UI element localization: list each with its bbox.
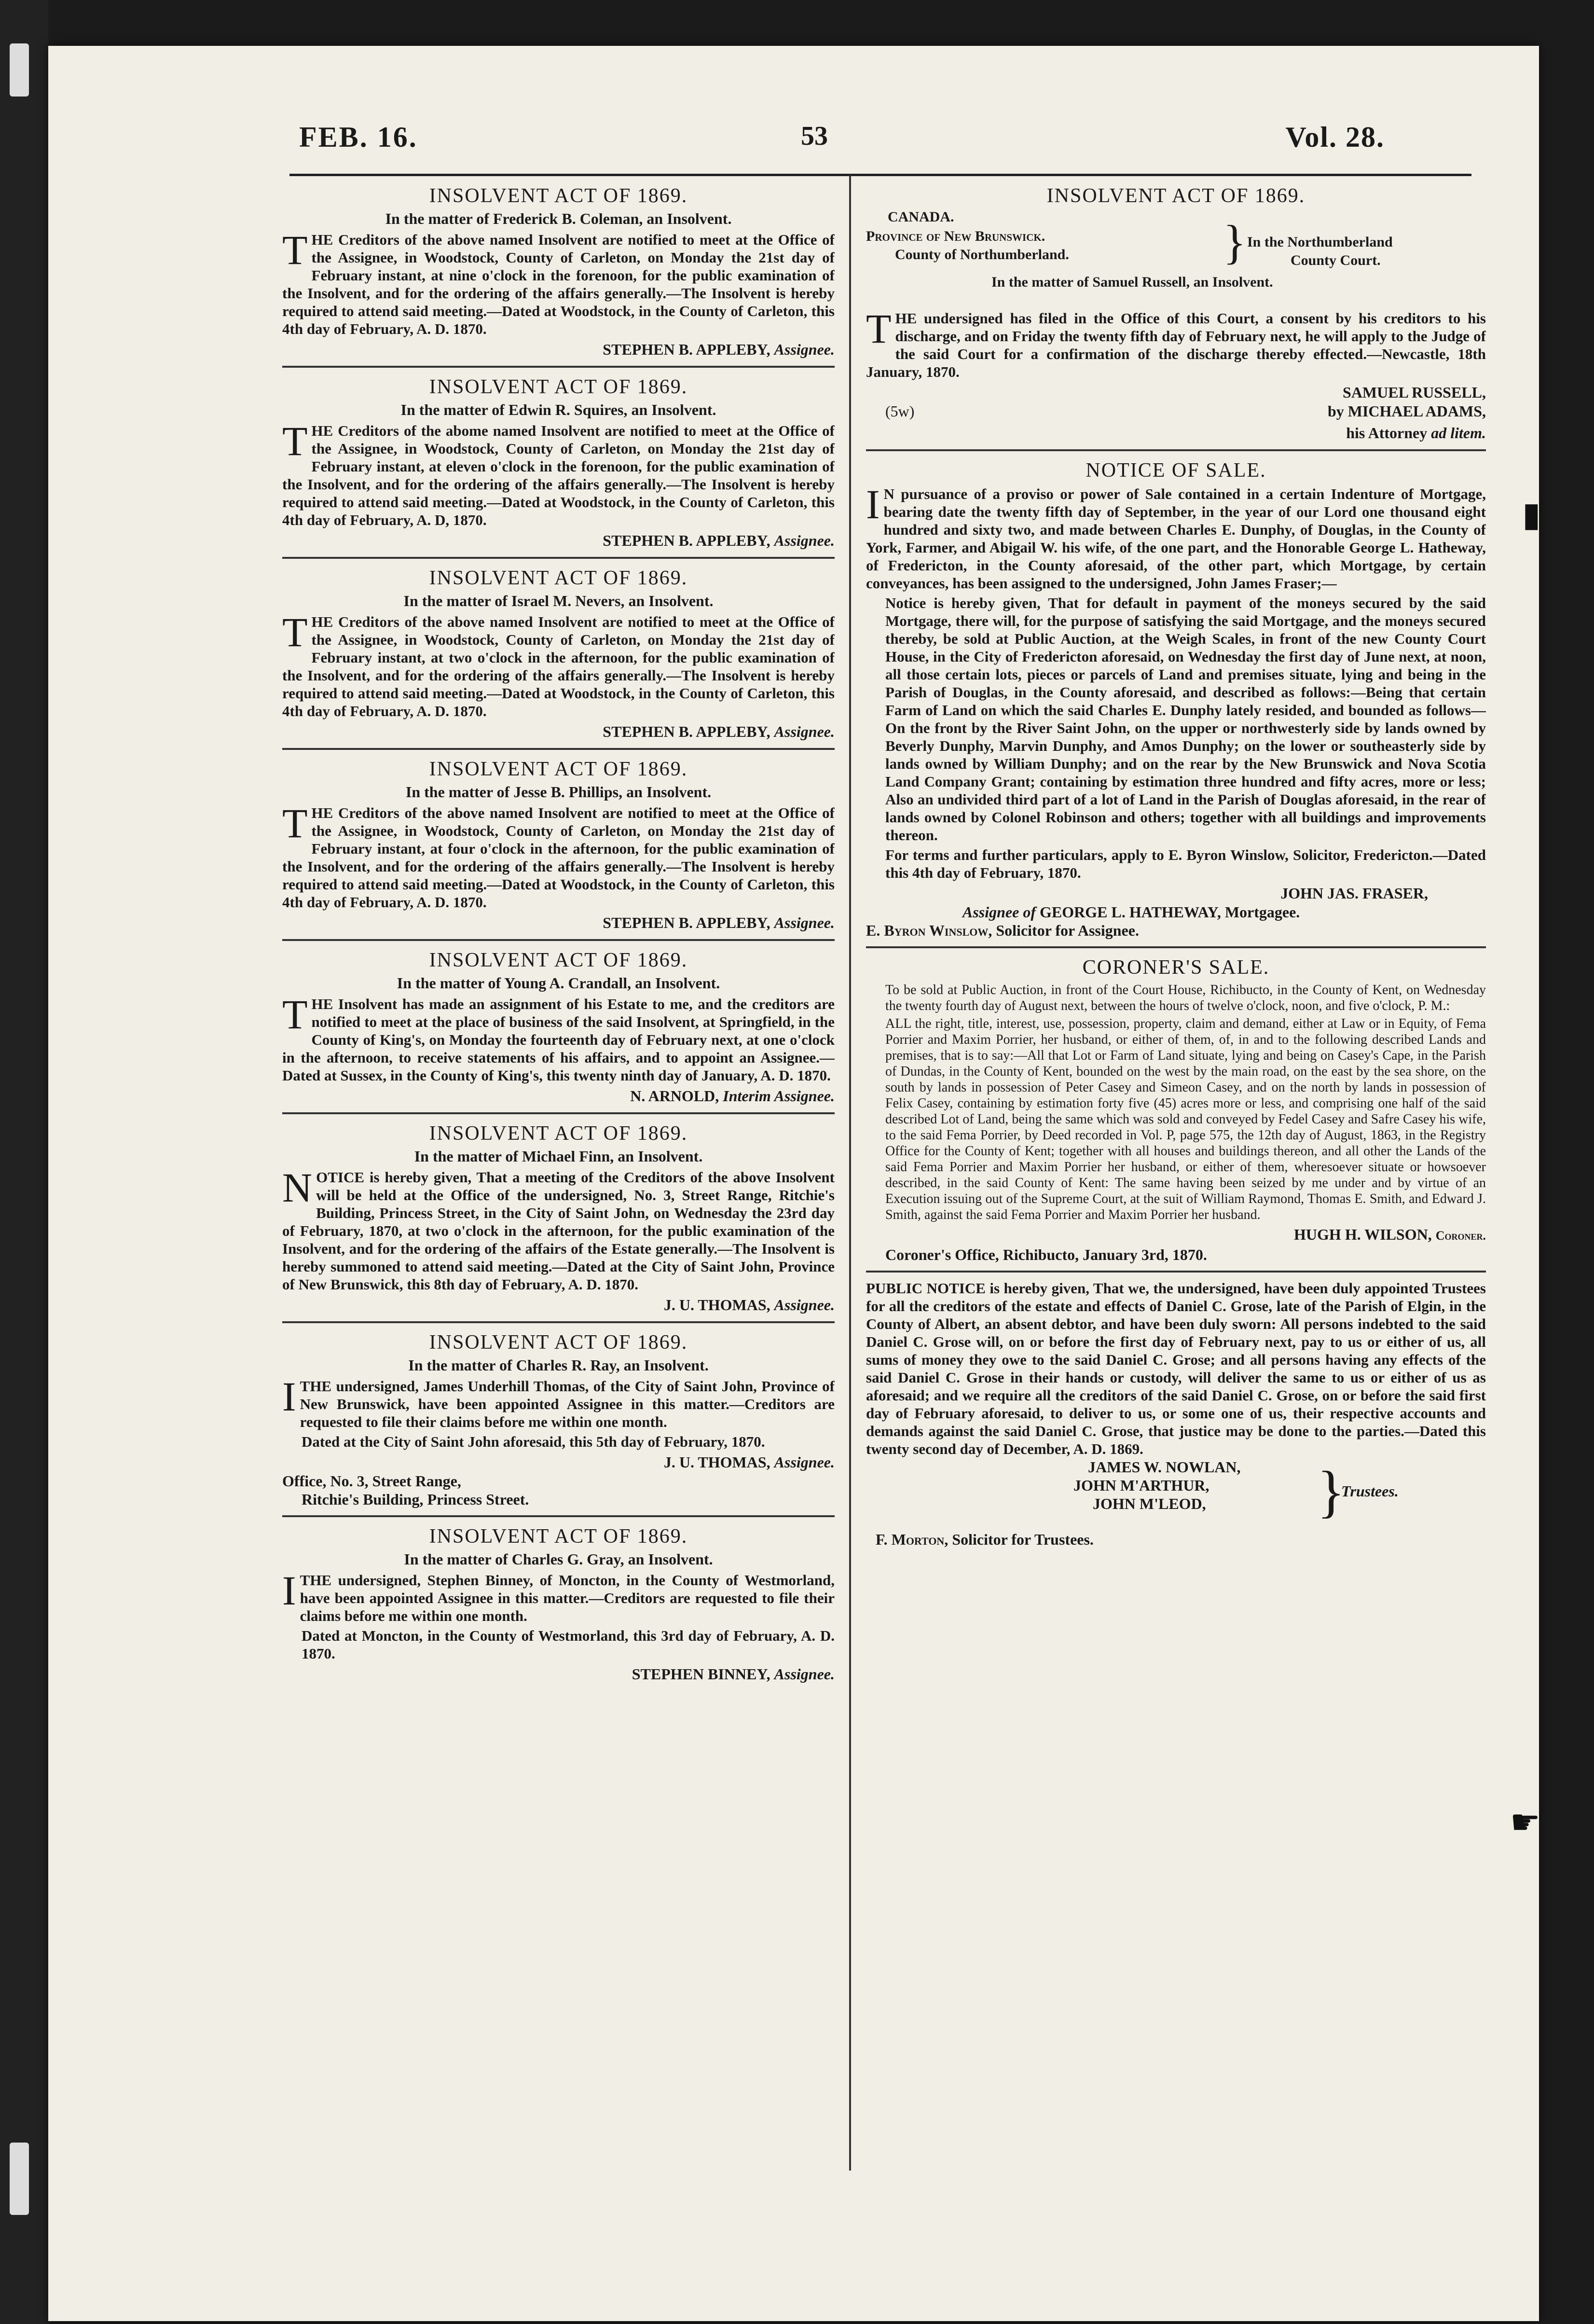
header-date: FEB. 16.: [299, 121, 418, 153]
notice-matter: In the matter of Charles G. Gray, an Insolvent.: [404, 1550, 713, 1568]
notice-body: [282, 1373, 835, 1431]
signer-name: HUGH H. WILSON,: [1294, 1226, 1432, 1243]
notice-crandall: [282, 948, 835, 1114]
trustee-2: JOHN M'ARTHUR,: [1073, 1477, 1209, 1494]
trustees-label: Trustees.: [1341, 1482, 1399, 1500]
signer-role: Assignee.: [774, 914, 835, 931]
notice-heading: INSOLVENT ACT OF 1869.: [429, 376, 688, 398]
notice-heading: INSOLVENT ACT OF 1869.: [429, 567, 688, 589]
attorney-title: [866, 423, 1486, 443]
header-volume: Vol. 28.: [1285, 121, 1385, 153]
signer-name: STEPHEN B. APPLEBY,: [603, 341, 770, 358]
right-column: [866, 183, 1486, 2172]
scan-tab-top: [10, 43, 29, 97]
signer-role: Assignee.: [774, 1296, 835, 1314]
drop-cap: I: [866, 481, 880, 527]
notice-ray: [282, 1330, 835, 1517]
notice-body-text: HE Creditors of the above named Insolvent are notified to meet at the Office of the Assignee, in Woodstock, County of Carleton, on Monday the 21st day of February instant, at four o'clock in the afternoon, for the public examination of the Insolvent, and for the ordering of the affairs generally.—The Insolvent is hereby required to attend said meeting.—Dated at Woodstock, in the County of Carleton, this 4th day of February, A. D. 1870.: [282, 804, 835, 911]
notice-signer: [282, 1452, 835, 1472]
notice-heading: CORONER'S SALE.: [1082, 956, 1270, 979]
notice-signer: [282, 722, 835, 741]
coroner-office: Coroner's Office, Richibucto, January 3rd, 1870.: [885, 1246, 1207, 1263]
notice-body: [282, 227, 835, 338]
signer-name: STEPHEN BINNEY,: [632, 1665, 770, 1683]
header-rule: [289, 174, 1471, 176]
trustee-1: JAMES W. NOWLAN,: [1088, 1458, 1241, 1476]
drop-cap: T: [282, 609, 308, 655]
coroner-body: ALL the right, title, interest, use, possession, property, claim and demand, either at Law or in Equity, of Fema Porrier and Maxim Porrier, her husband, or either of them, of, in and to the following described Lands and premises, that is to say:—All that Lot or Farm of Land situate, lying and being on Casey's Cape, in the Parish of Dundas, in the County of Kent, bounded on the west by the main road, on the east by the sea shore, on the south by lands in possession of Peter Casey and Simeon Casey, and on the north by lands in possession of Felix Casey, containing by estimation forty five (45) acres more or less, and comprising one half of the said described Lot of Land, being the same which was sold and conveyed by Fedel Casey and Safre Casey his wife, to the said Fema Porrier, by Deed recorded in Vol. P, page 575, the 12th day of August, 1863, in the Registry Office for the County of Kent; together with all houses and buildings thereon, and all other the Lands of the said Fema Porrier and Maxim Porrier her husband, or either of them, wheresoever situate or howsoever described, in the said County of Kent: The same having been seized by me under and by virtue of an Execution issuing out of the Supreme Court, at the suit of William Raymond, Thomas E. Smith, and Edward J. Smith, against the said Fema Porrier and Maxim Porrier her husband.: [885, 1016, 1486, 1222]
gazette-page: [48, 46, 1539, 2321]
notice-squires: [282, 374, 835, 559]
notice-body-text: HE undersigned has filed in the Office of this Court, a consent by his creditors to his discharge, and on Friday the twenty fifth day of February next, he will apply to the Judge of the said Court for a confirmation of the discharge thereby effected.—Newcastle, 18th January, 1870.: [866, 310, 1486, 380]
drop-cap: T: [282, 418, 308, 464]
solicitor-rest: Solicitor for Assignee.: [996, 922, 1139, 939]
notice-signer: JOHN JAS. FRASER,: [1280, 885, 1428, 902]
attorney-label: his Attorney: [1346, 424, 1428, 442]
coroner-intro: To be sold at Public Auction, in front of the Court House, Richibucto, in the County of Kent, on Wednesday the twenty fourth day of August next, between the hours of twelve o'clock, noon, and five o'clock, P. M.:: [885, 982, 1486, 1013]
scan-margin: [0, 0, 48, 2324]
notice-heading: INSOLVENT ACT OF 1869.: [429, 1331, 688, 1354]
notice-matter: In the matter of Charles R. Ray, an Insolvent.: [408, 1356, 709, 1374]
signer-role: Assignee.: [774, 532, 835, 549]
notice-body: [282, 1164, 835, 1293]
signer-role: Assignee.: [774, 723, 835, 740]
notice-body-text: THE undersigned, James Underhill Thomas, of the City of Saint John, Province of New Brunswick, have been appointed Assignee in this matter.—Creditors are requested to file their claims before me within one month.: [300, 1378, 835, 1430]
assignee-line: [866, 903, 1486, 921]
notice-body-3: For terms and further particulars, apply to E. Byron Winslow, Solicitor, Fredericton.—Dated this 4th day of February, 1870.: [885, 846, 1486, 881]
notice-body: [282, 609, 835, 720]
notice-heading: INSOLVENT ACT OF 1869.: [429, 185, 688, 207]
signer-role: Interim Assignee.: [723, 1087, 835, 1105]
drop-cap: T: [282, 227, 308, 273]
public-notice-body: PUBLIC NOTICE is hereby given, That we, the undersigned, have been duly appointed Trustees for all the creditors of the estate and effects of Daniel C. Grose, late of the Parish of Elgin, in the County of Albert, an absent debtor, and have been duly sworn: All persons indebted to the said Daniel C. Grose will, on or before the first day of February next, pay to us or either of us, all sums of money they owe to the said Daniel C. Grose; and all persons having any effects of the said Daniel C. Grose in their hands or custody, will deliver the same to us or either of us as aforesaid; and we require all the creditors of the said Daniel C. Grose, on or before the said first day of February aforesaid, to deliver to us, or some one of us, their respective accounts and demands against the said Daniel C. Grose, that justice may be done to the parties.—Dated this twenty second day of December, A. D. 1869.: [866, 1280, 1486, 1457]
notice-coleman: [282, 183, 835, 368]
drop-cap: I: [282, 1373, 296, 1420]
column-divider: [849, 175, 851, 2171]
solicitor-line: [866, 921, 1486, 940]
notice-matter: In the matter of Young A. Crandall, an Insolvent.: [397, 974, 720, 992]
solicitor-name: F. Morton,: [876, 1531, 948, 1548]
notice-gray: [282, 1524, 835, 1690]
insertion-code: (5w): [885, 402, 915, 420]
assignee-name: GEORGE L. HATHEWAY, Mortgagee.: [1040, 903, 1300, 921]
page-header: [48, 121, 1539, 174]
signer-role: Assignee.: [774, 1665, 835, 1683]
county-label: County of Northumberland.: [895, 247, 1069, 263]
notice-body-2: Notice is hereby given, That for default in payment of the moneys secured by the said Mortgage, there will, for the purpose of satisfying the said Mortgage, and the moneys secured thereby, be sold at Public Auction, at the Weigh Scales, in front of the new County Court House, in the City of Fredericton aforesaid, on Wednesday the first day of June next, at noon, all those certain lots, pieces or parcels of Land and premises situate, lying and being in the Parish of Douglas, in the County aforesaid, and described as follows:—Being that certain Farm of Land on which the said Charles E. Dunphy lately resided, and bounded as follows—On the front by the River Saint John, on the upper or northwesterly side by lands owned by Beverly Dunphy, Marvin Dunphy, and Amos Dunphy; on the lower or southeasterly side by lands owned by William Dunphy; and on the rear by the New Brunswick and Nova Scotia Land Company Grant; containing by estimation three hundred and fifty acres, more or less; Also an undivided third part of a lot of Land in the Parish of Douglas aforesaid, in the rear of lands owned by Colonel Robinson and others; together with all buildings and improvements thereon.: [885, 595, 1486, 844]
signer-role: Coroner.: [1435, 1229, 1486, 1243]
notice-signer: [282, 1295, 835, 1314]
notice-heading: NOTICE OF SALE.: [1086, 459, 1266, 482]
notice-body: [282, 418, 835, 529]
drop-cap: I: [282, 1567, 296, 1614]
notice-matter: In the matter of Israel M. Nevers, an Insolvent.: [403, 592, 714, 609]
office-line-2: Ritchie's Building, Princess Street.: [302, 1491, 529, 1508]
signer-name: N. ARNOLD,: [630, 1087, 719, 1105]
canada-label: CANADA.: [888, 209, 954, 225]
notice-body-text: N pursuance of a proviso or power of Sale contained in a certain Indenture of Mortgage, bearing date the twenty fifth day of September, in the year of our Lord one thousand eight hundred and sixty two, and made between Charles E. Dunphy, of Douglas, in the County of York, Farmer, and Abigail W. his wife, of the one part, and the Honorable George L. Hatheway, of Fredericton, in the County aforesaid, of the other part, which Mortgage, by certain conveyances, has been assigned to the undersigned, John James Fraser;—: [866, 485, 1486, 592]
notice-finn: [282, 1121, 835, 1323]
notice-heading: INSOLVENT ACT OF 1869.: [429, 758, 688, 780]
notice-dated: Dated at the City of Saint John aforesaid, this 5th day of February, 1870.: [302, 1433, 765, 1450]
signer-name: STEPHEN B. APPLEBY,: [603, 723, 770, 740]
notice-russell: [866, 183, 1486, 451]
signer-name: STEPHEN B. APPLEBY,: [603, 914, 770, 931]
attorney-by: by MICHAEL ADAMS,: [1327, 402, 1486, 420]
notice-coroner-sale: [866, 955, 1486, 1273]
court-line-1: In the Northumberland: [1247, 234, 1393, 250]
brace-icon: }: [1223, 215, 1246, 269]
notice-signer: SAMUEL RUSSELL,: [1343, 384, 1486, 401]
signer-role: Assignee.: [774, 341, 835, 358]
notice-heading: INSOLVENT ACT OF 1869.: [429, 949, 688, 971]
notice-body-text: HE Creditors of the above named Insolvent are notified to meet at the Office of the Assignee, in Woodstock, County of Carleton, on Monday the 21st day of February instant, at two o'clock in the afternoon, for the public examination of the Insolvent, and for the ordering of the affairs generally.—The Insolvent is hereby required to attend said meeting.—Dated at Woodstock, in the County of Carleton, this 4th day of February, A. D. 1870.: [282, 613, 835, 719]
scan-tab-bottom: [10, 2143, 29, 2215]
notice-matter: In the matter of Samuel Russell, an Insolvent.: [991, 274, 1273, 290]
notice-dated: Dated at Moncton, in the County of Westmorland, this 3rd day of February, A. D. 1870.: [302, 1627, 835, 1662]
attorney-line: [866, 402, 1486, 421]
notice-body-text: HE Creditors of the above named Insolvent are notified to meet at the Office of the Assignee, in Woodstock, County of Carleton, on Monday the 21st day of February instant, at nine o'clock in the forenoon, for the public examination of the Insolvent, and for the ordering of the affairs generally.—The Insolvent is hereby required to attend said meeting.—Dated at Woodstock, in the County of Carleton, this 4th day of February, A. D. 1870.: [282, 231, 835, 337]
notice-phillips: [282, 757, 835, 941]
notice-signer: [282, 340, 835, 359]
notice-signer: [282, 913, 835, 932]
solicitor-rest: Solicitor for Trustees.: [952, 1531, 1094, 1548]
notice-body: [866, 481, 1486, 592]
province-label: Province of New Brunswick.: [866, 228, 1045, 244]
notice-nevers: [282, 566, 835, 750]
court-line-2: County Court.: [1291, 252, 1381, 268]
office-line-1: Office, No. 3, Street Range,: [282, 1472, 461, 1490]
notice-matter: In the matter of Michael Finn, an Insolvent.: [414, 1148, 703, 1165]
notice-body-text: OTICE is hereby given, That a meeting of the Creditors of the above Insolvent will be held at the Office of the undersigned, No. 3, Street Range, Ritchie's Building, Princess Street, in the City of Saint John, on Wednesday the 23rd day of February, 1870, at two o'clock in the afternoon, for the public examination of the Insolvent, and for the ordering of the affairs of the Estate generally.—The Insolvent is hereby summoned to attend said meeting.—Dated at the City of Saint John, Province of New Brunswick, this 8th day of February, A. D. 1870.: [282, 1169, 835, 1293]
assignee-prefix: Assignee of: [962, 903, 1036, 921]
notice-body: [282, 800, 835, 911]
drop-cap: N: [282, 1164, 313, 1211]
notice-body: [282, 991, 835, 1084]
brace-icon: }: [1317, 1459, 1345, 1523]
notice-signer: [282, 1664, 835, 1684]
notice-matter: In the matter of Frederick B. Coleman, an Insolvent.: [385, 210, 732, 227]
notice-heading: INSOLVENT ACT OF 1869.: [1046, 185, 1305, 207]
signer-name: STEPHEN B. APPLEBY,: [603, 532, 770, 549]
drop-cap: T: [866, 305, 892, 352]
page-number: 53: [801, 121, 828, 151]
drop-cap: T: [282, 991, 308, 1038]
notice-body: [866, 305, 1486, 381]
signer-name: J. U. THOMAS,: [663, 1296, 770, 1314]
signer-name: J. U. THOMAS,: [663, 1453, 770, 1471]
notice-signer: [866, 1225, 1486, 1245]
notice-heading: INSOLVENT ACT OF 1869.: [429, 1525, 688, 1548]
notice-body-text: HE Insolvent has made an assignment of his Estate to me, and the creditors are notified to meet at the place of business of the said Insolvent, at Springfield, in the County of King's, on Monday the fourteenth day of February next, at one o'clock in the afternoon, to receive statements of his affairs, and to appoint an Assignee.—Dated at Sussex, in the County of King's, this twenty ninth day of January, A. D. 1870.: [282, 996, 835, 1084]
solicitor-name: E. Byron Winslow,: [866, 922, 992, 939]
ad-litem: ad litem.: [1431, 424, 1486, 442]
notice-matter: In the matter of Jesse B. Phillips, an Insolvent.: [405, 783, 712, 801]
notice-heading: INSOLVENT ACT OF 1869.: [429, 1122, 688, 1145]
trustees-block: [866, 1458, 1486, 1530]
trustee-3: JOHN M'LEOD,: [1093, 1495, 1206, 1512]
signer-role: Assignee.: [774, 1453, 835, 1471]
notice-signer: [282, 531, 835, 550]
notice-body-text: HE Creditors of the abome named Insolvent are notified to meet at the Office of the Assignee, in Woodstock, County of Carleton, on Monday the 21st day of February instant, at eleven o'clock in the forenoon, for the public examination of the Insolvent, and for the ordering of the affairs generally.—The Insolvent is hereby required to attend said meeting.—Dated at Woodstock, in the County of Carleton, this 4th day of February, A. D, 1870.: [282, 422, 835, 528]
notice-matter: In the matter of Edwin R. Squires, an Insolvent.: [400, 401, 716, 418]
solicitor-line: [866, 1530, 1486, 1549]
court-block: [866, 208, 1486, 307]
notice-of-sale: [866, 458, 1486, 948]
notice-body-text: THE undersigned, Stephen Binney, of Moncton, in the County of Westmorland, have been appointed Assignee in this matter.—Creditors are requested to file their claims before me within one month.: [300, 1572, 835, 1624]
drop-cap: T: [282, 800, 308, 846]
notice-body: [282, 1567, 835, 1625]
left-column: [282, 183, 835, 2172]
notice-public: [866, 1279, 1486, 1555]
margin-hand-icon: ☛: [1510, 1804, 1540, 1841]
margin-pointer-icon: ▮: [1522, 497, 1541, 534]
notice-signer: [282, 1086, 835, 1106]
